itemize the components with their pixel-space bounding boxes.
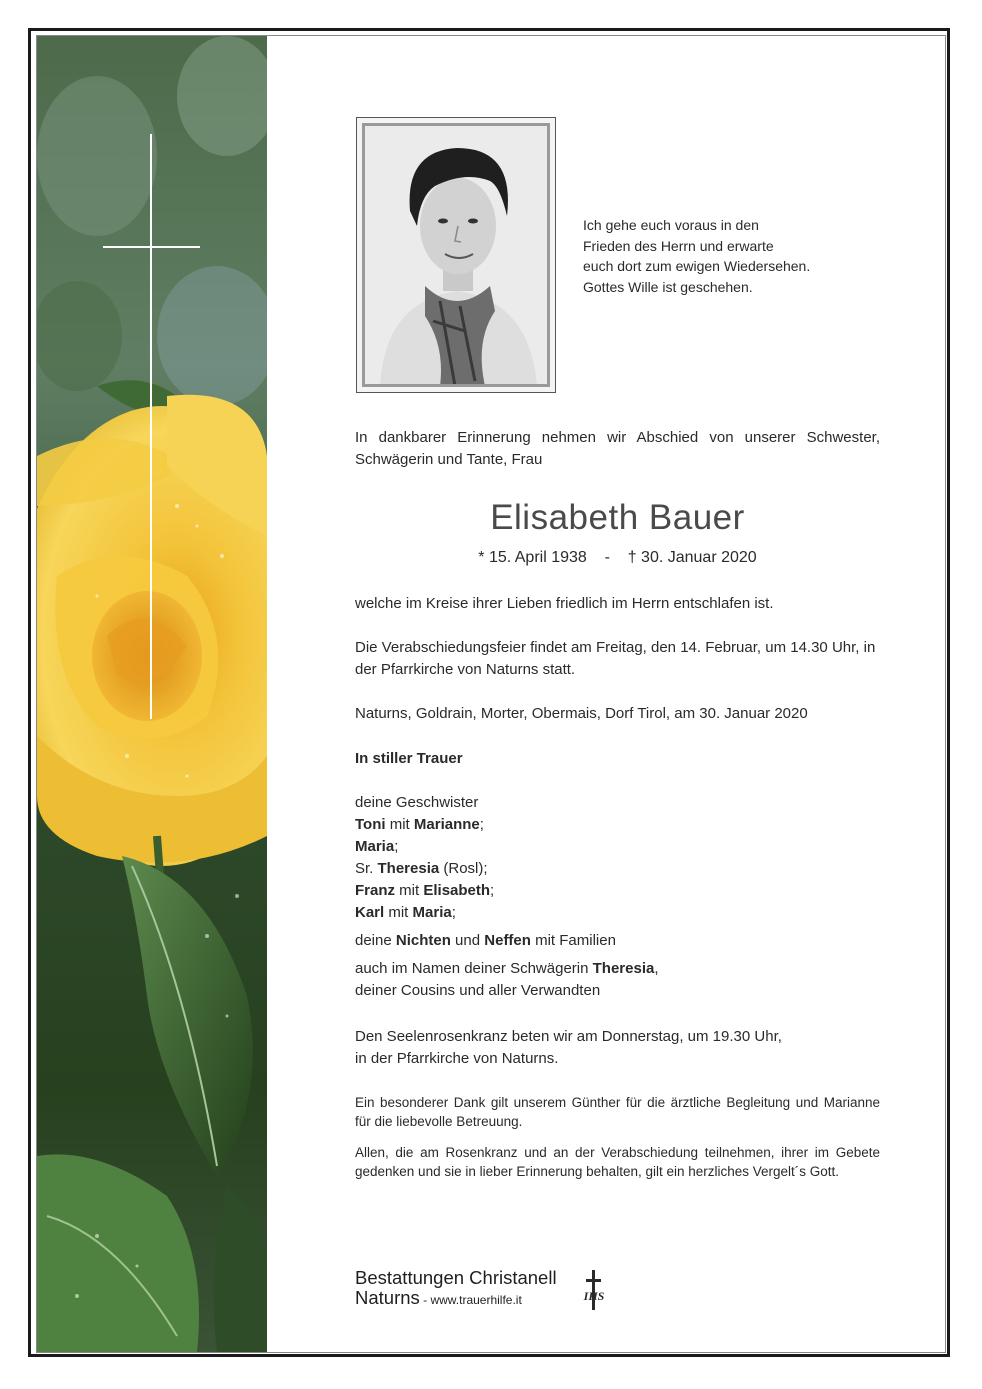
punct: ; bbox=[490, 882, 495, 899]
rosary-text bbox=[355, 1026, 880, 1070]
punct: ; bbox=[479, 816, 484, 833]
ceremony-text: Die Verabschiedungsfeier findet am Freitag, den 14. Februar, um 14.30 Uhr, in der Pfarrkirche von Naturns statt. bbox=[355, 639, 876, 678]
life-dates bbox=[355, 547, 880, 569]
town: Naturns bbox=[355, 1287, 420, 1308]
rosary-line: in der Pfarrkirche von Naturns. bbox=[355, 1050, 559, 1067]
quote bbox=[583, 215, 873, 297]
connector: mit bbox=[395, 882, 424, 899]
mourning-heading-text: In stiller Trauer bbox=[355, 750, 463, 767]
sister-in-law: Theresia bbox=[592, 960, 655, 977]
intro-text: In dankbarer Erinnerung nehmen wir Abschied von unserer Schwester, Schwägerin und Tante, Frau bbox=[355, 429, 880, 468]
mourning-heading bbox=[355, 748, 880, 770]
thanks-text-2: Allen, die am Rosenkranz und an der Verabschiedung teilnehmen, ihrer im Gebete gedenken und sie in lieber Erinnerung behalten, gilt ein herzliches Vergelt´s Gott. bbox=[355, 1145, 880, 1179]
thanks-text-1: Ein besonderer Dank gilt unserem Günther für die ärztliche Begleitung und Marianne für die liebevolle Betreuung. bbox=[355, 1095, 880, 1129]
title-prefix: Sr. bbox=[355, 860, 378, 877]
neffen: Neffen bbox=[484, 932, 531, 949]
siblings-heading: deine Geschwister bbox=[355, 794, 479, 811]
rosary-line: Den Seelenrosenkranz beten wir am Donnerstag, um 19.30 Uhr, bbox=[355, 1028, 782, 1045]
punct: ; bbox=[451, 904, 456, 921]
sibling-name: Theresia bbox=[377, 860, 440, 877]
rose-image bbox=[37, 36, 267, 1352]
nichten: Nichten bbox=[395, 932, 451, 949]
svg-text:IHS: IHS bbox=[583, 1289, 605, 1303]
company-name: Bestattungen Christanell bbox=[355, 1267, 557, 1288]
sibling-entry bbox=[355, 902, 880, 924]
death-date: † 30. Januar 2020 bbox=[627, 549, 757, 566]
funeral-home-footer bbox=[355, 1268, 557, 1310]
sibling-entry bbox=[355, 880, 880, 902]
also-line-2: deiner Cousins und aller Verwandten bbox=[355, 982, 601, 999]
company-location bbox=[355, 1288, 557, 1310]
quote-line: Gottes Wille ist geschehen. bbox=[583, 278, 753, 295]
quote-line: Ich gehe euch voraus in den bbox=[583, 217, 759, 233]
portrait-photo bbox=[362, 123, 550, 387]
connector: mit bbox=[385, 816, 414, 833]
website: - www.trauerhilfe.it bbox=[419, 1293, 522, 1307]
sibling-spouse: Maria bbox=[412, 904, 452, 921]
sibling-spouse: Marianne bbox=[413, 816, 480, 833]
passed-text: welche im Kreise ihrer Lieben friedlich im Herrn entschlafen ist. bbox=[355, 595, 774, 612]
mourners-list bbox=[355, 792, 880, 1002]
sibling-spouse: Elisabeth bbox=[423, 882, 491, 899]
also-line bbox=[355, 958, 880, 980]
deceased-name: Elisabeth Bauer bbox=[490, 498, 745, 537]
text: , bbox=[654, 960, 659, 977]
sibling-name: Franz bbox=[355, 882, 396, 899]
ihs-cross-icon bbox=[577, 1268, 611, 1317]
text: auch im Namen deiner Schwägerin bbox=[355, 960, 593, 977]
quote-line: Frieden des Herrn und erwarte bbox=[583, 237, 774, 254]
place-date: Naturns, Goldrain, Morter, Obermais, Dorf Tirol, am 30. Januar 2020 bbox=[355, 705, 808, 722]
nieces-line bbox=[355, 930, 880, 952]
portrait-photo-frame bbox=[356, 117, 556, 393]
sibling-entry bbox=[355, 836, 880, 858]
text: und bbox=[450, 932, 485, 949]
sibling-entry bbox=[355, 814, 880, 836]
punct: ; bbox=[394, 838, 399, 855]
connector: mit bbox=[384, 904, 413, 921]
sibling-name: Karl bbox=[355, 904, 385, 921]
nickname: (Rosl); bbox=[439, 860, 488, 877]
sibling-name: Toni bbox=[355, 816, 386, 833]
birth-date: * 15. April 1938 bbox=[478, 549, 587, 566]
sibling-entry bbox=[355, 858, 880, 880]
text: deine bbox=[355, 932, 396, 949]
quote-line: euch dort zum ewigen Wiedersehen. bbox=[583, 258, 811, 274]
sibling-name: Maria bbox=[355, 838, 395, 855]
date-separator: - bbox=[604, 549, 610, 566]
text: mit Familien bbox=[530, 932, 616, 949]
